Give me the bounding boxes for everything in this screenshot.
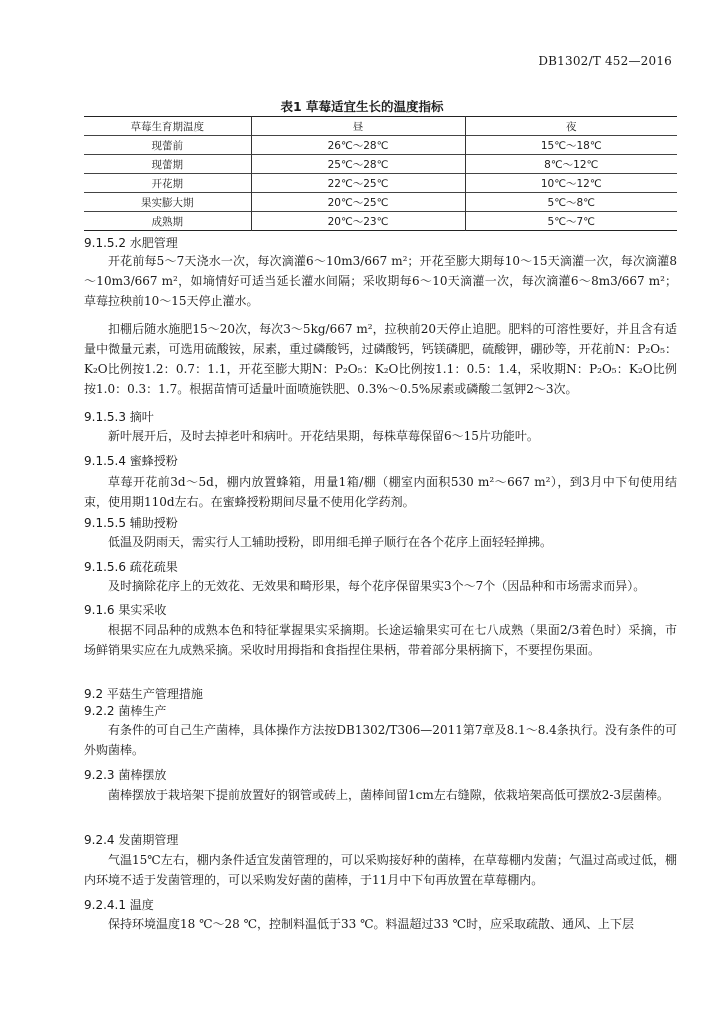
- temperature-table: [84, 116, 677, 231]
- table-header-row: [84, 117, 677, 136]
- table-cell: 开花期: [151, 177, 183, 190]
- table-cell: 25℃～28℃: [251, 155, 465, 174]
- table-cell: 8℃～12℃: [465, 155, 677, 174]
- table-header-cell: 夜: [465, 117, 677, 136]
- table-cell: 20℃～23℃: [251, 212, 465, 231]
- table-row: [84, 174, 677, 193]
- section-heading: 9.1.5.4 蜜蜂授粉: [84, 454, 178, 468]
- table-cell: 10℃～12℃: [465, 174, 677, 193]
- section-heading: 9.1.6 果实采收: [84, 603, 167, 617]
- section-heading: 9.2.4 发菌期管理: [84, 833, 179, 847]
- section-heading: 9.2.3 菌棒摆放: [84, 768, 167, 782]
- table-cell: 20℃～25℃: [251, 193, 465, 212]
- table-header-cell: 草莓生育期温度: [130, 120, 204, 133]
- paragraph: 根据不同品种的成熟本色和特征掌握果实采摘期。长途运输果实可在七八成熟（果面2/3着色时）采摘，市场鲜销果实应在九成熟采摘。采收时用拇指和食指捏住果柄，带着部分果柄摘下，不要捏伤果面。: [84, 623, 677, 657]
- table-cell: 15℃～18℃: [465, 136, 677, 155]
- document-id: DB1302/T 452—2016: [538, 54, 672, 68]
- paragraph: 保持环境温度18 ℃～28 ℃，控制料温低于33 ℃。料温超过33 ℃时，应采取疏散、通风、上下层: [108, 917, 635, 931]
- section-heading: 9.2.4.1 温度: [84, 898, 154, 912]
- section-heading: 9.2 平菇生产管理措施: [84, 687, 203, 701]
- table-cell: 成熟期: [151, 215, 183, 228]
- table-cell: 现蕾期: [151, 158, 183, 171]
- table-row: [84, 136, 677, 155]
- paragraph: 气温15℃左右，棚内条件适宜发菌管理的，可以采购接好种的菌棒，在草莓棚内发菌；气温过高或过低，棚内环境不适于发菌管理的，可以采购发好菌的菌棒，于11月中下旬再放置在草莓棚内。: [84, 853, 677, 887]
- table-row: [84, 155, 677, 174]
- table-cell: 果实膨大期: [141, 196, 194, 209]
- table-row: [84, 212, 677, 231]
- table-row: [84, 193, 677, 212]
- paragraph: 扣棚后随水施肥15～20次，每次3～5kg/667 m²，拉秧前20天停止追肥。肥料的可溶性要好，并且含有适量中微量元素，可选用硫酸铵，尿素，重过磷酸钙，过磷酸钙，钙镁磷肥，硫酸钾，硼砂等，开花前N：P₂O₅：K₂O比例按1.2：0.7：1.1，开花至膨大期N：P₂O₅：K₂O比例按1.1：0.5：1.4，采收期N：P₂O₅：K₂O比例按1.0：0.3：1.7。根据苗情可适量叶面喷施铁肥、0.3%～0.5%尿素或磷酸二氢钾2～3次。: [84, 322, 677, 396]
- table-header-cell: 昼: [251, 117, 465, 136]
- table-cell: 5℃～8℃: [465, 193, 677, 212]
- table-title: 表1 草莓适宜生长的温度指标: [280, 99, 444, 114]
- paragraph: 低温及阴雨天，需实行人工辅助授粉，即用细毛掸子顺行在各个花序上面轻轻掸拂。: [108, 535, 553, 549]
- table-cell: 5℃～7℃: [465, 212, 677, 231]
- paragraph: 开花前每5～7天浇水一次，每次滴灌6～10m3/667 m²；开花至膨大期每10～15天滴灌一次，每次滴灌8～10m3/667 m²，如墒情好可适当延长灌水间隔；采收期每6～10天滴灌一次，每次滴灌6～8m3/667 m²；草莓拉秧前10～15天停止灌水。: [84, 254, 677, 308]
- paragraph: 及时摘除花序上的无效花、无效果和畸形果，每个花序保留果实3个～7个（因品种和市场需求而异）。: [108, 579, 646, 593]
- paragraph: 有条件的可自己生产菌棒，具体操作方法按DB1302/T306—2011第7章及8.1～8.4条执行。没有条件的可外购菌棒。: [84, 723, 677, 757]
- table-cell: 现蕾前: [151, 139, 183, 152]
- section-heading: 9.1.5.3 摘叶: [84, 410, 154, 424]
- paragraph: 草莓开花前3d～5d，棚内放置蜂箱，用量1箱/棚（棚室内面积530 m²～667 m²），到3月中下旬使用结束，使用期110d左右。在蜜蜂授粉期间尽量不使用化学药剂。: [84, 475, 677, 509]
- table-cell: 22℃～25℃: [251, 174, 465, 193]
- table-cell: 26℃～28℃: [251, 136, 465, 155]
- section-heading: 9.1.5.2 水肥管理: [84, 236, 178, 250]
- section-heading: 9.1.5.6 疏花疏果: [84, 560, 178, 574]
- paragraph: 菌棒摆放于栽培架下提前放置好的钢管或砖上，菌棒间留1cm左右缝隙，依栽培架高低可摆放2-3层菌棒。: [108, 788, 670, 802]
- section-heading: 9.1.5.5 辅助授粉: [84, 516, 178, 530]
- section-heading: 9.2.2 菌棒生产: [84, 704, 167, 718]
- paragraph: 新叶展开后，及时去掉老叶和病叶。开花结果期，每株草莓保留6～15片功能叶。: [108, 429, 539, 443]
